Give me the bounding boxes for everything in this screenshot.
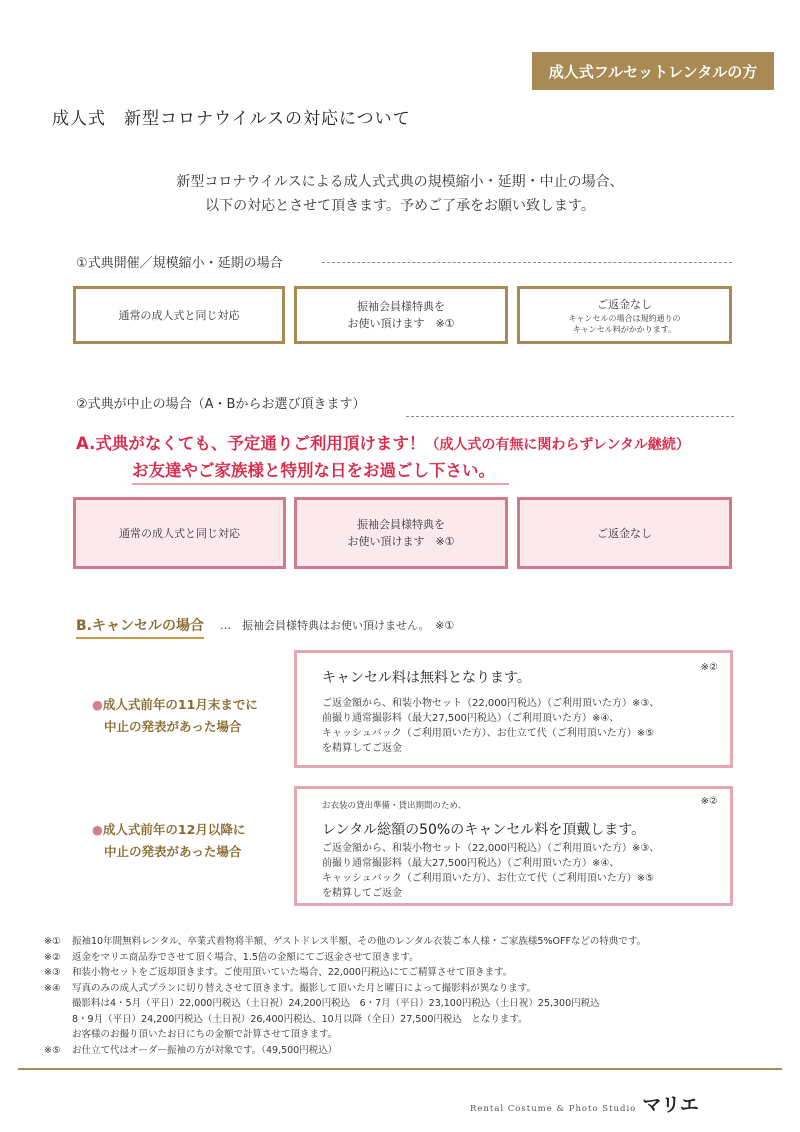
- section2-box-refund: [517, 497, 732, 569]
- case2-pre-text: お衣装の貸出準備・貸出期間のため、: [322, 801, 467, 811]
- section2-box-member-line1: 振袖会員様特典を: [357, 518, 445, 531]
- case2-box: [294, 786, 733, 906]
- footnote-row: [44, 965, 646, 981]
- case2-detail-2: 前撮り通常撮影料（最大27,500円税込）（ご利用頂いた方）※④、: [322, 858, 620, 869]
- section1-box-refund: [517, 286, 732, 344]
- case2-big-text: レンタル総額の50%のキャンセル料を頂戴します。: [322, 822, 646, 838]
- footnote-row: [44, 996, 646, 1012]
- footnote-text: お仕立て代はオーダー振袖の方が対象です。（49,500円税込）: [72, 1044, 338, 1056]
- section2-heading: ②式典が中止の場合（A・Bからお選び頂きます）: [76, 397, 366, 412]
- footnote-mark: ※④: [44, 982, 61, 994]
- footnote-row: [44, 1043, 646, 1059]
- option-a-headline-note: （成人式の有無に関わらずレンタル継続）: [425, 437, 690, 453]
- footnote-mark: ※①: [44, 936, 61, 947]
- footnote-row: [44, 1012, 646, 1028]
- case2-detail-3: キャッシュバック（ご利用頂いた方）、お仕立て代（ご利用頂いた方）※⑤: [322, 873, 655, 884]
- footnote-text: 撮影料は4・5月（平日）22,000円税込（土日祝）24,200円税込 6・7月（平日）23,100円税込（土日祝）25,300円税込: [72, 998, 600, 1009]
- page-title: 成人式 新型コロナウイルスの対応について: [52, 109, 411, 129]
- case1-big-text: キャンセル料は無料となります。: [322, 670, 531, 686]
- footnote-text: 振袖10年間無料レンタル、卒業式着物将半額、ゲストドレス半額、その他のレンタル衣装ご本人様・ご家族様5%OFFなどの特典です。: [72, 936, 647, 947]
- footnote-text: 8・9月（平日）24,200円税込（土日祝）26,400円税込、10月以降（全日）27,500円税込 となります。: [72, 1013, 528, 1025]
- intro-line-2: 以下の対応とさせて頂きます。予めご了承をお願い致します。: [205, 198, 595, 214]
- section1-divider: [322, 262, 732, 263]
- case1-condition-line1: 成人式前年の11月末までに: [102, 697, 258, 712]
- section1-heading: ①式典開催／規模縮小・延期の場合: [76, 256, 283, 271]
- bullet-icon: ●: [92, 822, 103, 837]
- footnote-text: お客様のお撮り頂いたお日にちの金額で計算させて頂きます。: [72, 1029, 338, 1040]
- plan-badge: 成人式フルセットレンタルの方: [532, 52, 774, 90]
- case2-condition: [92, 819, 245, 863]
- footnote-row: [44, 981, 646, 997]
- footnote-row: [44, 934, 646, 950]
- section2-box-same: [73, 497, 286, 569]
- case2-mark: ※②: [700, 796, 718, 807]
- footnote-mark: [44, 1027, 72, 1043]
- case1-box: [294, 650, 733, 768]
- footnote-text: 返金をマリエ商品券でさせて頂く場合、1.5倍の金額にてご返金させて頂きます。: [72, 951, 419, 963]
- section2-divider: [406, 416, 734, 417]
- option-a-subline: お友達やご家族様と特別な日をお過ごし下さい。: [132, 457, 509, 485]
- case2-condition-line2: 中止の発表があった場合: [104, 844, 242, 859]
- footnote-text: 和装小物セットをご返却頂きます。ご使用頂いていた場合、22,000円税込にてご精算させて頂きます。: [72, 967, 513, 978]
- footnotes: [44, 934, 646, 1058]
- section1-box-same: [73, 286, 285, 344]
- option-a-headline-main: A.式典がなくても、予定通りご利用頂けます！: [76, 434, 426, 453]
- case1-detail-2: 前撮り通常撮影料（最大27,500円税込）（ご利用頂いた方）※④、: [322, 713, 620, 724]
- section2-box-member: [294, 497, 508, 569]
- case1-detail-1: ご返金額から、和装小物セット（22,000円税込）（ご利用頂いた方）※③、: [322, 698, 660, 709]
- footer-brand: [470, 1090, 699, 1117]
- footer-rule: [18, 1068, 782, 1070]
- case2-condition-line1: 成人式前年の12月以降に: [102, 822, 246, 837]
- section1-box-refund-note2: キャンセル料がかかります。: [572, 324, 677, 334]
- footnote-row: [44, 950, 646, 966]
- brand-logo: マリエ: [642, 1094, 699, 1116]
- footnote-mark: [44, 1012, 72, 1028]
- intro-line-1: 新型コロナウイルスによる成人式式典の規模縮小・延期・中止の場合、: [176, 174, 624, 190]
- case2-detail-4: を精算してご返金: [322, 888, 402, 899]
- section2-box-refund-label: ご返金なし: [597, 526, 652, 540]
- footnote-row: [44, 1027, 646, 1043]
- section1-box-same-label: 通常の成人式と同じ対応: [118, 308, 240, 322]
- footer-tagline: Rental Costume & Photo Studio: [470, 1104, 637, 1114]
- footnote-mark: [44, 996, 72, 1012]
- section1-box-member-line2: お使い頂けます ※①: [347, 317, 455, 330]
- footnote-mark: ※⑤: [44, 1044, 61, 1056]
- footnote-mark: ※②: [44, 951, 61, 963]
- case1-mark: ※②: [700, 662, 718, 673]
- intro-text: [0, 170, 800, 218]
- footnote-text: 写真のみの成人式プランに切り替えさせて頂きます。撮影して頂いた月と曜日によって撮影料が異なります。: [72, 982, 536, 994]
- section1-box-refund-title: ご返金なし: [597, 297, 652, 311]
- section1-box-member-line1: 振袖会員様特典を: [357, 300, 445, 313]
- case2-details: [322, 841, 659, 901]
- option-b-subtext: … 振袖会員様特典はお使い頂けません。 ※①: [220, 619, 455, 632]
- case2-detail-1: ご返金額から、和装小物セット（22,000円税込）（ご利用頂いた方）※③、: [322, 843, 660, 854]
- footnote-mark: ※③: [44, 967, 61, 978]
- option-b-heading: B.キャンセルの場合: [76, 615, 204, 639]
- case1-detail-4: を精算してご返金: [322, 743, 402, 754]
- case1-details: [322, 696, 659, 756]
- option-a-headline: [76, 430, 690, 454]
- section2-box-same-label: 通常の成人式と同じ対応: [119, 526, 240, 540]
- section1-box-refund-note1: キャンセルの場合は規約通りの: [568, 313, 681, 323]
- case1-condition-line2: 中止の発表があった場合: [104, 719, 242, 734]
- case1-detail-3: キャッシュバック（ご利用頂いた方）、お仕立て代（ご利用頂いた方）※⑤: [322, 728, 655, 739]
- case1-condition: [92, 694, 258, 738]
- bullet-icon: ●: [92, 697, 103, 712]
- section1-box-member: [294, 286, 508, 344]
- section2-box-member-line2: お使い頂けます ※①: [347, 535, 455, 548]
